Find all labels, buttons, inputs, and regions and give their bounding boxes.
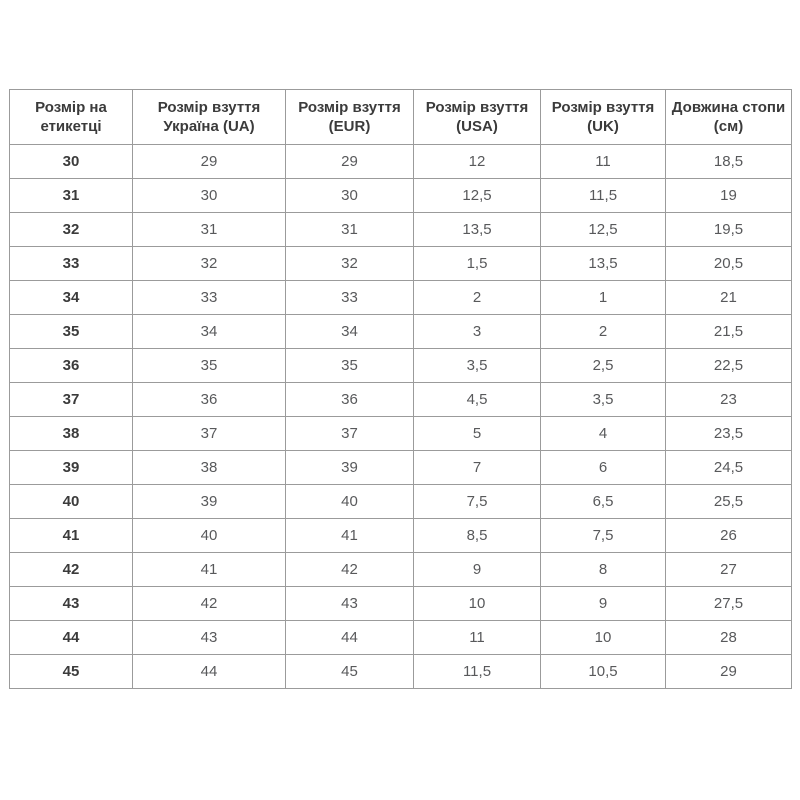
value-cell: 30 xyxy=(133,179,286,213)
value-cell: 7,5 xyxy=(541,519,666,553)
value-cell: 40 xyxy=(286,485,414,519)
value-cell: 1 xyxy=(541,281,666,315)
table-row-36 xyxy=(10,349,792,383)
table-row-40 xyxy=(10,485,792,519)
label-cell: 31 xyxy=(10,179,133,213)
table-row-30 xyxy=(10,145,792,179)
value-cell: 21 xyxy=(666,281,792,315)
value-cell: 39 xyxy=(286,451,414,485)
value-cell: 42 xyxy=(133,587,286,621)
value-cell: 40 xyxy=(133,519,286,553)
value-cell: 12,5 xyxy=(414,179,541,213)
value-cell: 10,5 xyxy=(541,655,666,689)
table-head xyxy=(10,90,792,145)
value-cell: 11 xyxy=(414,621,541,655)
label-cell: 34 xyxy=(10,281,133,315)
value-cell: 6 xyxy=(541,451,666,485)
value-cell: 9 xyxy=(541,587,666,621)
value-cell: 28 xyxy=(666,621,792,655)
value-cell: 41 xyxy=(133,553,286,587)
value-cell: 21,5 xyxy=(666,315,792,349)
label-cell: 40 xyxy=(10,485,133,519)
value-cell: 25,5 xyxy=(666,485,792,519)
table-body xyxy=(10,145,792,689)
label-cell: 37 xyxy=(10,383,133,417)
value-cell: 42 xyxy=(286,553,414,587)
value-cell: 12,5 xyxy=(541,213,666,247)
value-cell: 13,5 xyxy=(541,247,666,281)
value-cell: 3,5 xyxy=(414,349,541,383)
value-cell: 2 xyxy=(541,315,666,349)
value-cell: 36 xyxy=(133,383,286,417)
value-cell: 43 xyxy=(286,587,414,621)
table-row-44 xyxy=(10,621,792,655)
table-row-43 xyxy=(10,587,792,621)
header-cell-1: Розмір взуття Україна (UA) xyxy=(133,90,286,145)
value-cell: 20,5 xyxy=(666,247,792,281)
value-cell: 44 xyxy=(286,621,414,655)
label-cell: 35 xyxy=(10,315,133,349)
value-cell: 38 xyxy=(133,451,286,485)
value-cell: 36 xyxy=(286,383,414,417)
header-cell-5: Довжина стопи (см) xyxy=(666,90,792,145)
value-cell: 32 xyxy=(133,247,286,281)
value-cell: 3,5 xyxy=(541,383,666,417)
value-cell: 11 xyxy=(541,145,666,179)
value-cell: 29 xyxy=(286,145,414,179)
value-cell: 34 xyxy=(133,315,286,349)
value-cell: 5 xyxy=(414,417,541,451)
value-cell: 31 xyxy=(133,213,286,247)
table-row-33 xyxy=(10,247,792,281)
value-cell: 39 xyxy=(133,485,286,519)
value-cell: 41 xyxy=(286,519,414,553)
value-cell: 6,5 xyxy=(541,485,666,519)
header-cell-3: Розмір взуття (USA) xyxy=(414,90,541,145)
label-cell: 39 xyxy=(10,451,133,485)
value-cell: 13,5 xyxy=(414,213,541,247)
table-row-32 xyxy=(10,213,792,247)
value-cell: 35 xyxy=(286,349,414,383)
value-cell: 2 xyxy=(414,281,541,315)
value-cell: 7 xyxy=(414,451,541,485)
label-cell: 44 xyxy=(10,621,133,655)
value-cell: 4 xyxy=(541,417,666,451)
label-cell: 41 xyxy=(10,519,133,553)
value-cell: 27 xyxy=(666,553,792,587)
label-cell: 32 xyxy=(10,213,133,247)
value-cell: 11,5 xyxy=(414,655,541,689)
value-cell: 31 xyxy=(286,213,414,247)
value-cell: 8,5 xyxy=(414,519,541,553)
value-cell: 37 xyxy=(133,417,286,451)
value-cell: 44 xyxy=(133,655,286,689)
value-cell: 37 xyxy=(286,417,414,451)
value-cell: 19 xyxy=(666,179,792,213)
label-cell: 43 xyxy=(10,587,133,621)
value-cell: 19,5 xyxy=(666,213,792,247)
table-row-41 xyxy=(10,519,792,553)
table-row-42 xyxy=(10,553,792,587)
label-cell: 42 xyxy=(10,553,133,587)
table-row-37 xyxy=(10,383,792,417)
table-row-31 xyxy=(10,179,792,213)
value-cell: 23,5 xyxy=(666,417,792,451)
value-cell: 1,5 xyxy=(414,247,541,281)
value-cell: 18,5 xyxy=(666,145,792,179)
table-row-39 xyxy=(10,451,792,485)
value-cell: 30 xyxy=(286,179,414,213)
value-cell: 2,5 xyxy=(541,349,666,383)
value-cell: 10 xyxy=(414,587,541,621)
label-cell: 33 xyxy=(10,247,133,281)
value-cell: 3 xyxy=(414,315,541,349)
header-cell-2: Розмір взуття (EUR) xyxy=(286,90,414,145)
value-cell: 4,5 xyxy=(414,383,541,417)
value-cell: 22,5 xyxy=(666,349,792,383)
value-cell: 32 xyxy=(286,247,414,281)
label-cell: 30 xyxy=(10,145,133,179)
table-row-38 xyxy=(10,417,792,451)
value-cell: 26 xyxy=(666,519,792,553)
table-row-35 xyxy=(10,315,792,349)
value-cell: 35 xyxy=(133,349,286,383)
value-cell: 27,5 xyxy=(666,587,792,621)
label-cell: 36 xyxy=(10,349,133,383)
value-cell: 11,5 xyxy=(541,179,666,213)
value-cell: 45 xyxy=(286,655,414,689)
header-cell-0: Розмір на етикетці xyxy=(10,90,133,145)
value-cell: 33 xyxy=(133,281,286,315)
value-cell: 34 xyxy=(286,315,414,349)
value-cell: 7,5 xyxy=(414,485,541,519)
table-row-45 xyxy=(10,655,792,689)
value-cell: 29 xyxy=(666,655,792,689)
size-conversion-table xyxy=(9,89,792,689)
value-cell: 10 xyxy=(541,621,666,655)
label-cell: 38 xyxy=(10,417,133,451)
value-cell: 24,5 xyxy=(666,451,792,485)
value-cell: 12 xyxy=(414,145,541,179)
value-cell: 29 xyxy=(133,145,286,179)
value-cell: 23 xyxy=(666,383,792,417)
label-cell: 45 xyxy=(10,655,133,689)
value-cell: 43 xyxy=(133,621,286,655)
value-cell: 33 xyxy=(286,281,414,315)
table-row-34 xyxy=(10,281,792,315)
value-cell: 8 xyxy=(541,553,666,587)
value-cell: 9 xyxy=(414,553,541,587)
header-cell-4: Розмір взуття (UK) xyxy=(541,90,666,145)
header-row xyxy=(10,90,792,145)
